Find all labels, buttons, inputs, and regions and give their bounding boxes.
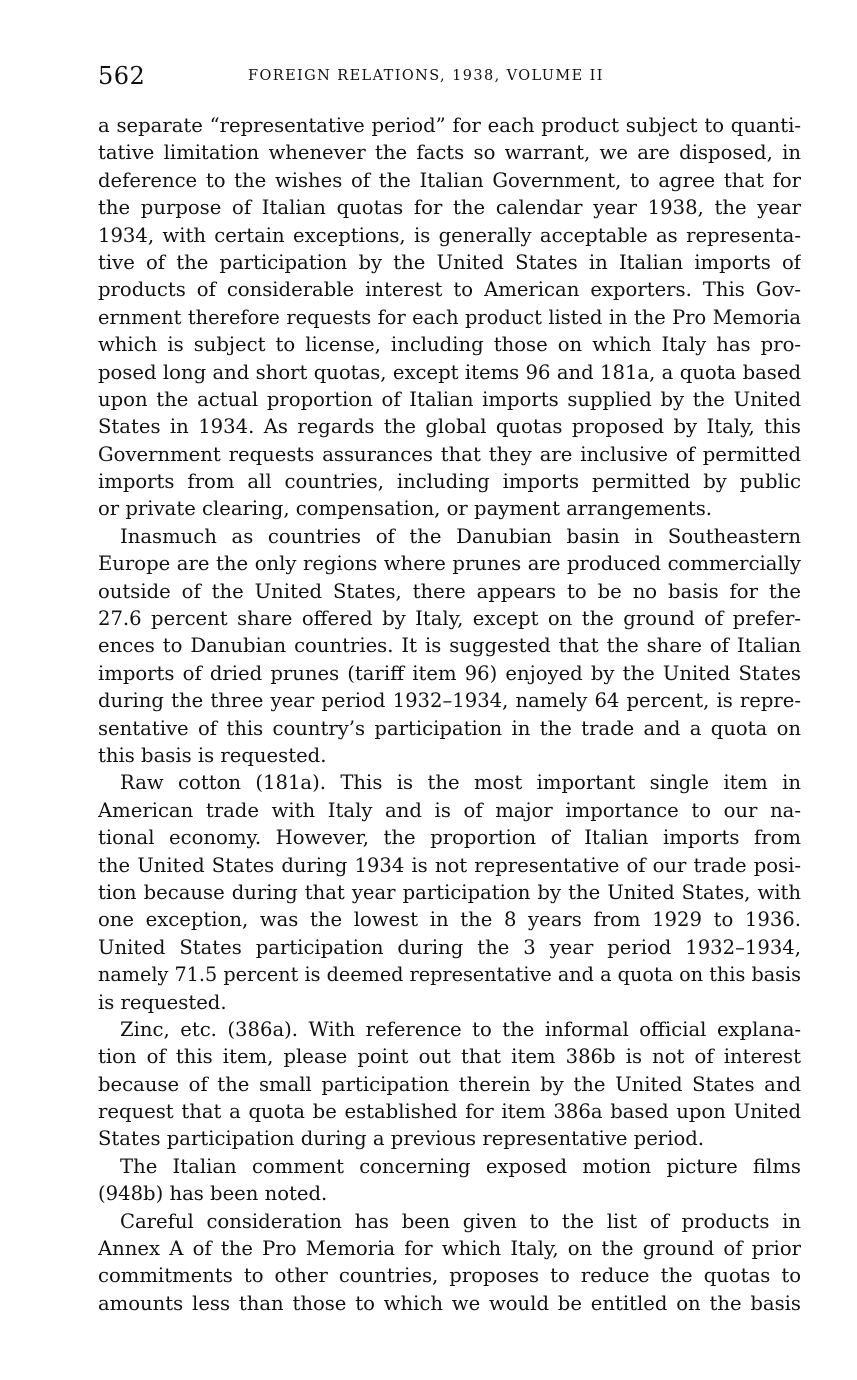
- text-line: this basis is requested.: [98, 743, 327, 767]
- text-line: The Italian comment concerning exposed motion picture films: [120, 1154, 801, 1178]
- page-header: [98, 62, 800, 92]
- text-line: upon the actual proportion of Italian imports supplied by the United: [98, 387, 801, 411]
- text-line: American trade with Italy and is of major importance to our na-: [98, 798, 801, 822]
- text-line: tive of the participation by the United States in Italian imports of: [98, 250, 801, 274]
- text-line: amounts less than those to which we would be entitled on the basis: [98, 1291, 801, 1315]
- text-line: (948b) has been noted.: [98, 1182, 328, 1206]
- text-line: Raw cotton (181a). This is the most important single item in: [120, 771, 801, 795]
- text-line: posed long and short quotas, except items 96 and 181a, a quota based: [98, 360, 801, 384]
- text-line: imports from all countries, including imports permitted by public: [98, 470, 801, 494]
- text-line: or private clearing, compensation, or payment arrangements.: [98, 497, 713, 521]
- text-line: tative limitation whenever the facts so warrant, we are disposed, in: [98, 141, 801, 165]
- text-line: which is subject to license, including those on which Italy has pro-: [98, 333, 801, 357]
- text-line: sentative of this country’s participation in the trade and a quota on: [98, 716, 801, 740]
- text-line: Government requests assurances that they are inclusive of permitted: [98, 442, 801, 466]
- text-line: tional economy. However, the proportion of Italian imports from: [98, 826, 801, 850]
- text-line: during the three year period 1932–1934, namely 64 percent, is repre-: [98, 689, 801, 713]
- text-line: because of the small participation therein by the United States and: [98, 1072, 801, 1096]
- text-line: the United States during 1934 is not representative of our trade posi-: [98, 853, 801, 877]
- text-line: tion because during that year participation by the United States, with: [98, 880, 801, 904]
- text-line: United States participation during the 3 year period 1932–1934,: [98, 935, 801, 959]
- text-line: the purpose of Italian quotas for the calendar year 1938, the year: [98, 196, 801, 220]
- text-line: Inasmuch as countries of the Danubian basin in Southeastern: [120, 524, 801, 548]
- text-line: commitments to other countries, proposes to reduce the quotas to: [98, 1264, 801, 1288]
- text-line: Europe are the only regions where prunes are produced commercially: [98, 552, 801, 576]
- running-head: FOREIGN RELATIONS, 1938, VOLUME II: [248, 68, 604, 84]
- text-line: 27.6 percent share offered by Italy, except on the ground of prefer-: [98, 607, 801, 631]
- text-line: is requested.: [98, 990, 227, 1014]
- text-line: Annex A of the Pro Memoria for which Italy, on the ground of prior: [98, 1237, 801, 1261]
- text-line: outside of the United States, there appears to be no basis for the: [98, 579, 801, 603]
- text-line: Zinc, etc. (386a). With reference to the informal official explana-: [120, 1017, 801, 1041]
- text-line: one exception, was the lowest in the 8 years from 1929 to 1936.: [98, 908, 801, 932]
- text-line: States in 1934. As regards the global quotas proposed by Italy, this: [98, 415, 801, 439]
- text-line: ernment therefore requests for each product listed in the Pro Memoria: [98, 305, 801, 329]
- body-text: [98, 112, 801, 1317]
- text-line: States participation during a previous representative period.: [98, 1127, 705, 1151]
- text-line: imports of dried prunes (tariff item 96) enjoyed by the United States: [98, 661, 801, 685]
- text-line: request that a quota be established for item 386a based upon United: [98, 1100, 801, 1124]
- text-line: ences to Danubian countries. It is suggested that the share of Italian: [98, 634, 801, 658]
- text-line: Careful consideration has been given to the list of products in: [120, 1209, 801, 1233]
- text-line: products of considerable interest to American exporters. This Gov-: [98, 278, 801, 302]
- text-line: deference to the wishes of the Italian Government, to agree that for: [98, 168, 801, 192]
- text-line: tion of this item, please point out that item 386b is not of interest: [98, 1045, 801, 1069]
- text-line: a separate “representative period” for each product subject to quanti-: [98, 114, 801, 137]
- text-line: 1934, with certain exceptions, is generally acceptable as representa-: [98, 223, 801, 247]
- page-number: 562: [98, 62, 146, 90]
- text-line: namely 71.5 percent is deemed representative and a quota on this basis: [98, 963, 801, 987]
